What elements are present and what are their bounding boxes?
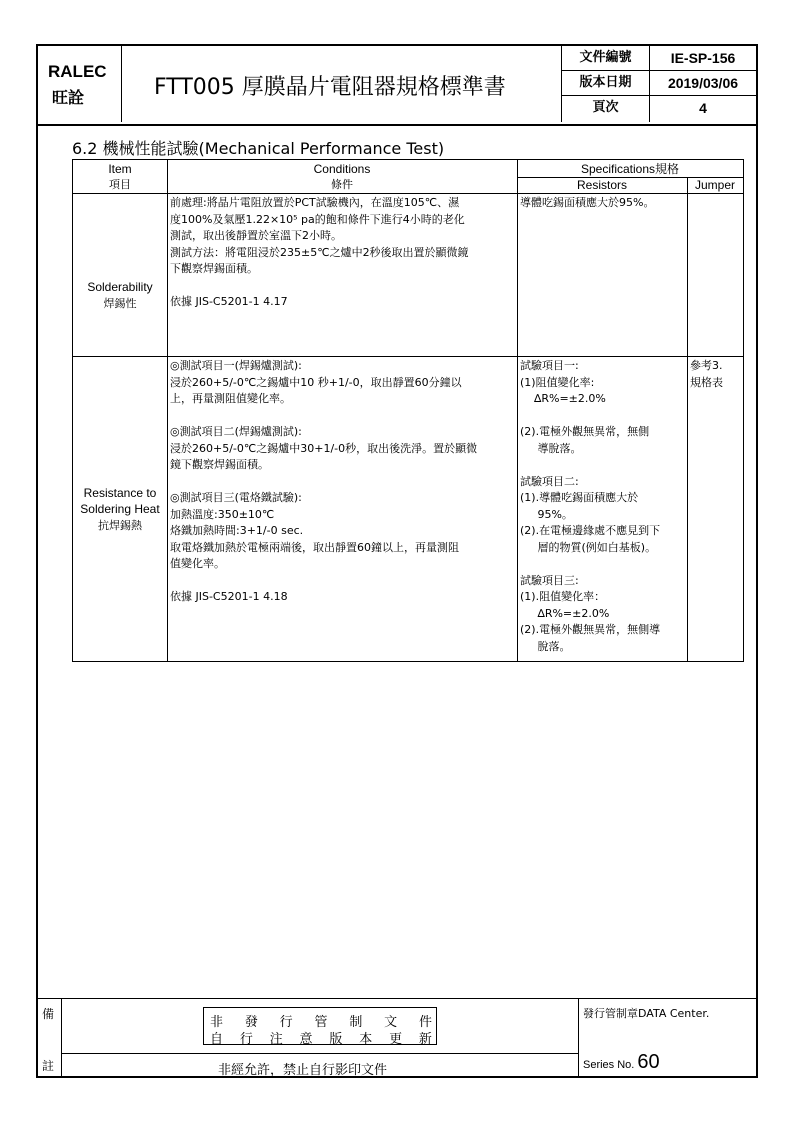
stamp-char: 注 <box>269 1032 283 1047</box>
mechanical-test-table <box>72 159 744 662</box>
stamp-char: 發 <box>244 1015 258 1030</box>
stamp-line-2 <box>210 1028 432 1047</box>
stamp-char: 新 <box>418 1032 432 1047</box>
stamp-char: 版 <box>329 1032 343 1047</box>
stamp-char: 文 <box>384 1015 398 1030</box>
meta-value: 2019/03/06 <box>667 75 739 91</box>
meta-label: 版本日期 <box>562 71 650 95</box>
item-solderability-en: Solderability <box>87 280 153 294</box>
conditions-solderability: 前處理:將晶片電阻放置於PCT試驗機內，在溫度105℃、濕 度100%及氣壓1.22×10⁵ pa的飽和條件下進行4小時的老化 測試，取出後靜置於室溫下2小時。 測試方法：將電阻浸於235±5℃之爐中2秒後取出置於顯微鏡 下觀察焊錫面積。 依據 JIS-C5201-1 4.17 <box>170 196 469 308</box>
document-title: FTT005 厚膜晶片電阻器規格標準書 <box>154 75 506 100</box>
header-item-en: Item <box>108 162 132 176</box>
header-conditions-cn: 條件 <box>331 178 353 191</box>
resistors-spec-solderability: 導體吃錫面積應大於95%。 <box>520 196 655 209</box>
conditions-soldering-heat: ◎測試項目一(焊錫爐測試): 浸於260+5/-0℃之錫爐中10 秒+1/-0，取出靜置60分鐘以 上，再量測阻值變化率。 ◎測試項目二(焊錫爐測試): 浸於260+5/-0℃之錫爐中30+1/-0秒，取出後洗淨。置於顯微 鏡下觀察焊錫面積。 ◎測試項目三(電烙鐵試驗): 加熱溫度:350±10℃ 烙鐵加熱時間:3+1/-0 sec. 取電烙鐵加熱於電極兩端後，取出靜置60鐘以上，再量測阻 值變化率。 依據 JIS-C5201-1 4.18 <box>170 359 478 603</box>
stamp-char: 更 <box>389 1032 403 1047</box>
meta-row-page <box>562 96 756 122</box>
footer-divider <box>62 1053 578 1054</box>
logo-text-cn: 旺詮 <box>52 88 85 107</box>
series-number <box>583 1051 660 1074</box>
meta-label: 文件編號 <box>562 46 650 70</box>
stamp-char: 管 <box>314 1015 328 1030</box>
issuer-cell <box>578 999 756 1077</box>
series-label: Series No. <box>583 1059 635 1071</box>
header-resistors: Resistors <box>576 178 627 192</box>
stamp-char: 意 <box>299 1032 313 1047</box>
resistors-spec-soldering-heat: 試驗項目一: (1)阻值變化率: ∆R%=±2.0% (2).電極外觀無異常，無側 導脫落。 試驗項目二: (1).導體吃錫面積應大於 95%。 (2).在電極邊緣處不應見到下 層的物質(例如白基板)。 試驗項目三: (1).阻值變化率： ∆R%=±2.0% (2).電極外觀無異常，無側導 脫落。 <box>520 359 661 653</box>
row-divider <box>73 193 743 194</box>
col-divider <box>517 160 518 661</box>
stamp-char: 行 <box>279 1015 293 1030</box>
document-footer <box>38 998 756 1077</box>
meta-row-version-date <box>562 71 756 96</box>
stamp-char: 制 <box>349 1015 363 1030</box>
item-soldering-heat-cn: 抗焊錫熱 <box>98 519 142 532</box>
section-title: 6.2 機械性能試驗(Mechanical Performance Test) <box>72 139 445 158</box>
remark-label-cell <box>38 999 62 1077</box>
remark-label-2: 註 <box>42 1059 55 1073</box>
stamp-char: 非 <box>210 1015 224 1030</box>
header-jumper: Jumper <box>694 178 735 192</box>
header-item-cn: 項目 <box>109 178 131 191</box>
company-logo <box>38 46 122 122</box>
document-header <box>38 46 756 126</box>
meta-value: IE-SP-156 <box>670 50 736 66</box>
meta-row-doc-no <box>562 46 756 71</box>
stamp-char: 本 <box>359 1032 373 1047</box>
row-divider <box>73 356 743 357</box>
document-title-cell <box>122 46 562 122</box>
uncontrolled-copy-stamp <box>203 1007 437 1045</box>
item-solderability-cn: 焊錫性 <box>103 297 137 310</box>
stamp-char: 行 <box>239 1032 253 1047</box>
document-page <box>36 44 758 1078</box>
issuer-stamp-label: 發行管制章DATA Center. <box>583 1007 710 1020</box>
copy-notice: 非經允許，禁止自行影印文件 <box>218 1063 388 1078</box>
header-conditions-en: Conditions <box>313 162 371 176</box>
item-soldering-heat-en-2: Soldering Heat <box>80 502 160 516</box>
stamp-char: 自 <box>210 1032 224 1047</box>
col-divider <box>687 177 688 661</box>
remark-label-1: 備 <box>42 1007 55 1021</box>
stamp-char: 件 <box>418 1015 432 1030</box>
document-meta <box>562 46 756 122</box>
jumper-spec-soldering-heat: 參考3. 規格表 <box>690 359 723 389</box>
header-specifications: Specifications規格 <box>580 162 680 176</box>
col-divider <box>167 160 168 661</box>
series-value: 60 <box>637 1051 660 1073</box>
meta-label: 頁次 <box>562 96 650 122</box>
item-soldering-heat-en-1: Resistance to <box>83 486 157 500</box>
logo-text-en: RALEC <box>48 62 107 81</box>
meta-value: 4 <box>699 100 707 116</box>
